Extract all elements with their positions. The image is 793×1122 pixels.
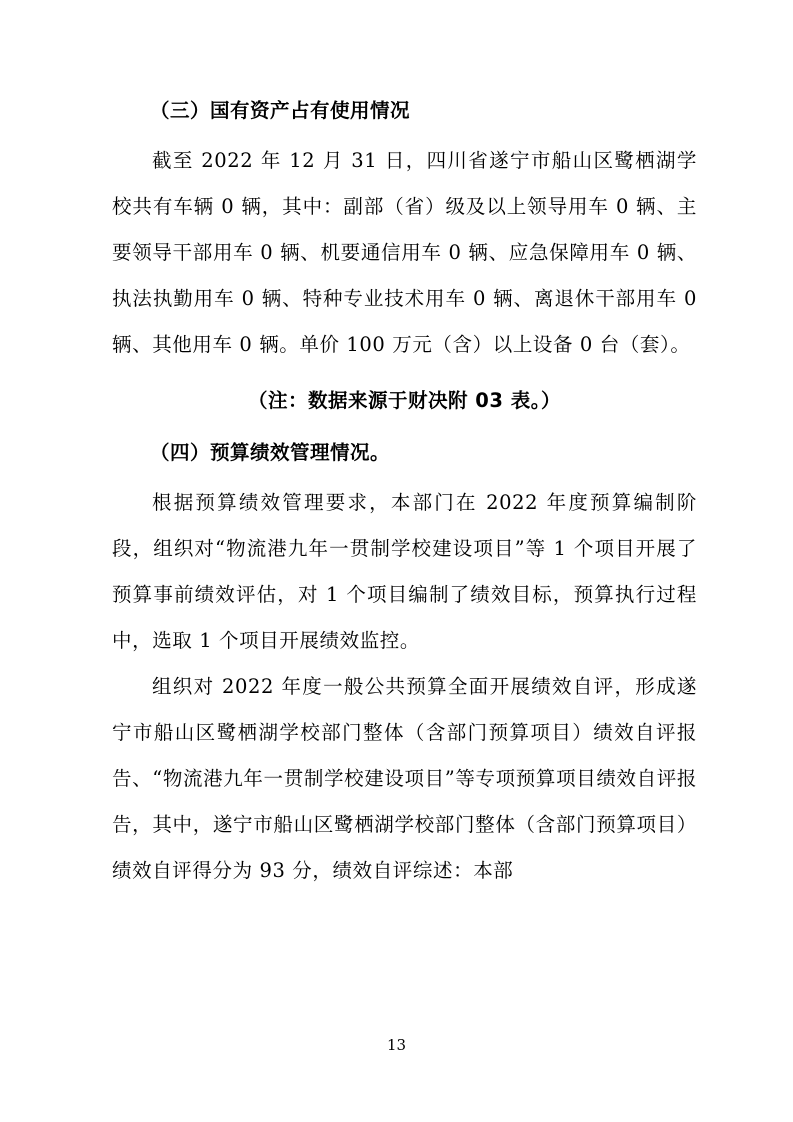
- paragraph-performance-evaluation: 根据预算绩效管理要求，本部门在 2022 年度预算编制阶段，组织对“物流港九年一贯制学校建设项目”等 1 个项目开展了预算事前绩效评估，对 1 个项目编制了绩效目标，预算执行过程中，选取 1 个项目开展绩效监控。: [112, 491, 697, 652]
- document-body: [112, 88, 697, 894]
- section-heading-budget-performance: （四）预算绩效管理情况。: [150, 441, 391, 464]
- section-heading-state-assets: （三）国有资产占有使用情况: [150, 99, 411, 122]
- paragraph-performance-self-assessment: 组织对 2022 年度一般公共预算全面开展绩效自评，形成遂宁市船山区鹭栖湖学校部门整体（含部门预算项目）绩效自评报告、“物流港九年一贯制学校建设项目”等专项预算项目绩效自评报告，其中，遂宁市船山区鹭栖湖学校部门整体（含部门预算项目）绩效自评得分为 93 分，绩效自评综述：本部: [112, 675, 697, 882]
- data-source-note: （注：数据来源于财决附 03 表。）: [248, 389, 561, 412]
- paragraph-state-assets: 截至 2022 年 12 月 31 日，四川省遂宁市船山区鹭栖湖学校共有车辆 0 辆，其中：副部（省）级及以上领导用车 0 辆、主要领导干部用车 0 辆、机要通信用车 0 辆、应急保障用车 0 辆、执法执勤用车 0 辆、特种专业技术用车 0 辆、离退休干部用车 0 辆、其他用车 0 辆。单价 100 万元（含）以上设备 0 台（套）。: [112, 149, 697, 356]
- page-number: 13: [386, 1036, 407, 1054]
